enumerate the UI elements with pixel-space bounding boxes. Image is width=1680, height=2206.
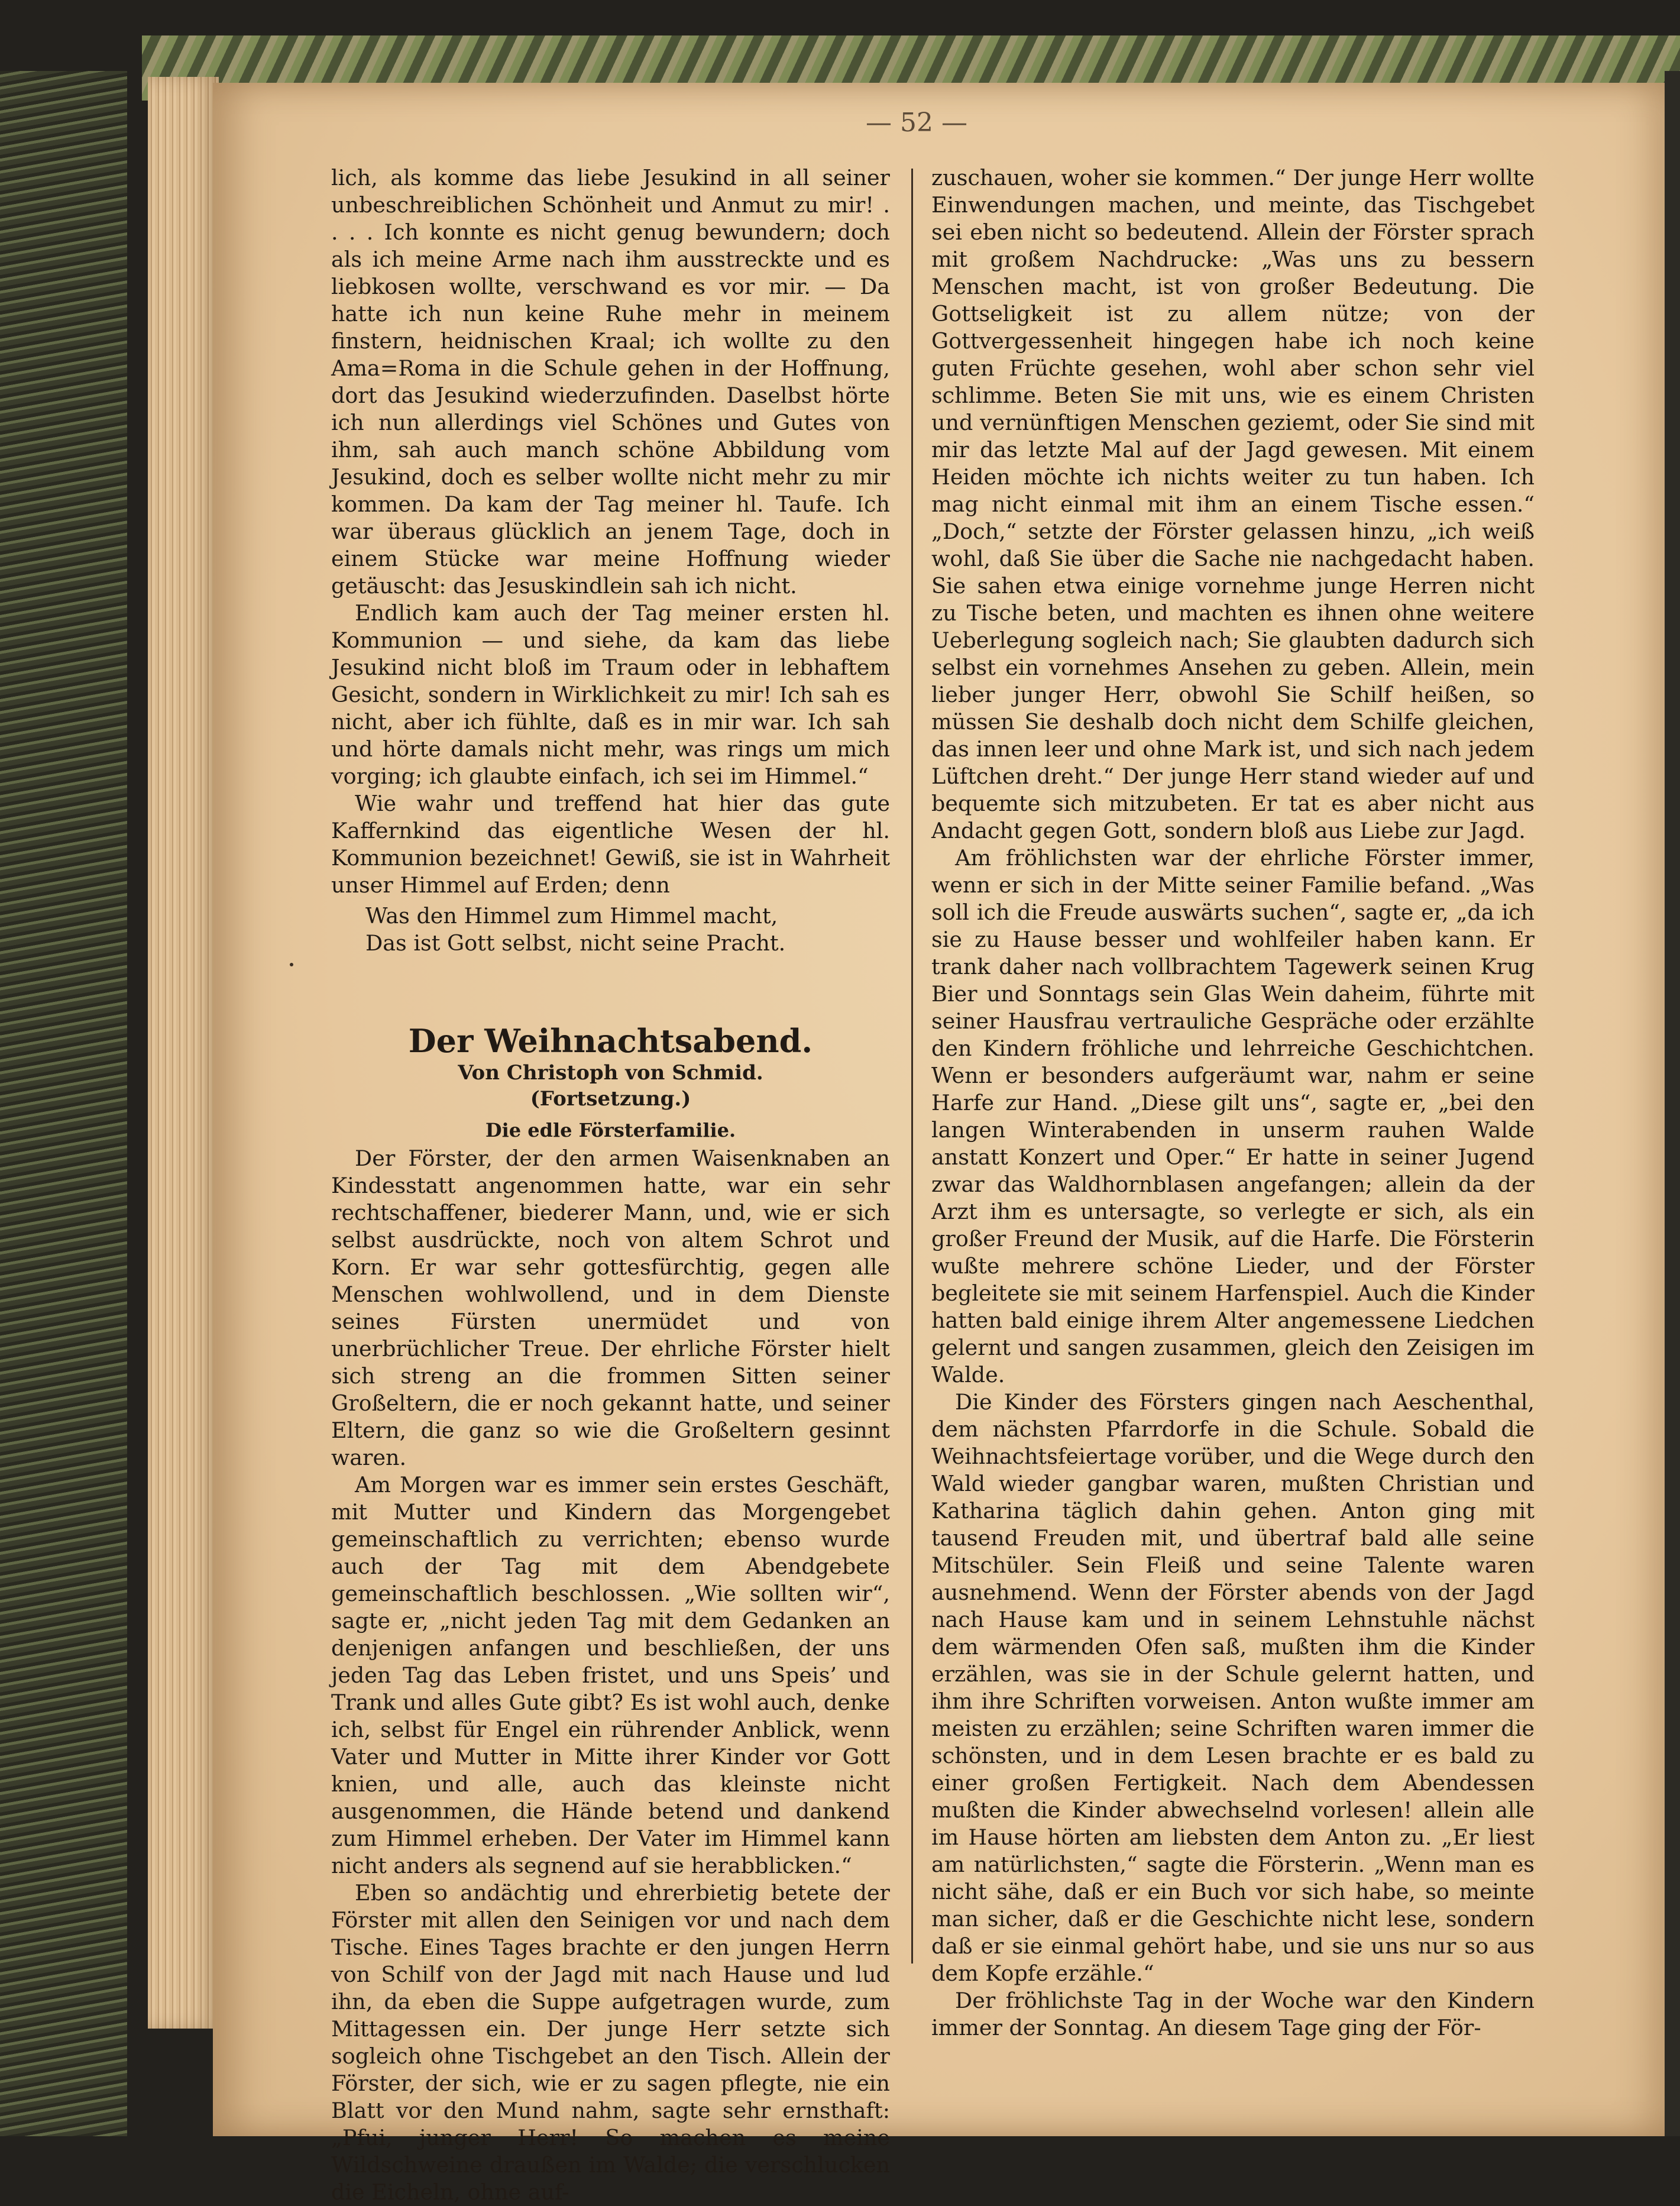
paragraph: lich, als komme das liebe Jesukind in all seiner unbeschreiblichen Schönheit und Anmut zu mir! . . . . Ich konnte es nicht genug bewundern; doch als ich meine Arme nach ihm ausstreckte und es liebkosen wollte, verschwand es vor mir. — Da hatte ich nun keine Ruhe mehr in meinem finstern, heidnischen Kraal; ich wollte zu den Ama=Roma in die Schule gehen in der Hoffnung, dort das Jesukind wiederzufinden. Daselbst hörte ich nun allerdings viel Schönes und Gutes von ihm, sah auch manch schöne Abbildung vom Jesukind, doch es selber wollte nicht mehr zu mir kommen. Da kam der Tag meiner hl. Taufe. Ich war überaus glücklich an jenem Tage, doch in einem Stücke war meine Hoffnung wieder getäuscht: das Jesuskindlein sah ich nicht.	[331, 165, 890, 599]
column-divider	[911, 169, 913, 1964]
paragraph: Der Förster, der den armen Waisenknaben an Kindesstatt angenommen hatte, war ein sehr rechtschaffener, biederer Mann, und, wie er sich selbst ausdrückte, noch von altem Schrot und Korn. Er war sehr gottesfürchtig, gegen alle Menschen wohlwollend, und in dem Dienste seines Fürsten unermüdet und von unerbrüchlicher Treue. Der ehrliche Förster hielt sich streng an die frommen Sitten seiner Großeltern, die er noch gekannt hatte, und seiner Eltern, die ganz so wie die Großeltern gesinnt waren.	[331, 1146, 890, 1470]
binding-edge-right	[1665, 71, 1680, 2136]
ink-dot	[290, 963, 293, 966]
article-continuation-note: (Fortsetzung.)	[530, 1087, 691, 1111]
paragraph: Wie wahr und treffend hat hier das gute Kaffernkind das eigentliche Wesen der hl. Kommunion bezeichnet! Gewiß, sie ist in Wahrheit unser Himmel auf Erden; denn	[331, 791, 890, 898]
verse-line: Das ist Gott selbst, nicht seine Pracht.	[365, 930, 786, 956]
right-column	[931, 164, 1535, 2042]
paragraph: zuschauen, woher sie kommen.“ Der junge Herr wollte Einwendungen machen, und meinte, das Tischgebet sei eben nicht so bedeutend. Allein der Förster sprach mit großem Nachdrucke: „Was uns zu bessern Menschen macht, ist von großer Bedeutung. Die Gottseligkeit ist zu allem nütze; von der Gottvergessenheit hingegen habe ich noch keine guten Früchte gesehen, wohl aber schon sehr viel schlimme. Beten Sie mit uns, wie es einem Christen und vernünftigen Menschen geziemt, oder Sie sind mit mir das letzte Mal auf der Jagd gewesen. Mit einem Heiden möchte ich nichts weiter zu tun haben. Ich mag nicht einmal mit ihm an einem Tische essen.“ „Doch,“ setzte der Förster gelassen hinzu, „ich weiß wohl, daß Sie über die Sache nie nachgedacht haben. Sie sahen etwa einige vornehme junge Herren nicht zu Tische beten, und machten es ihnen ohne weitere Ueberlegung sogleich nach; Sie glaubten dadurch sich selbst ein vornehmes Ansehen zu geben. Allein, mein lieber junger Herr, obwohl Sie Schilf heißen, so müssen Sie deshalb doch nicht dem Schilfe gleichen, das innen leer und ohne Mark ist, und sich nach jedem Lüftchen dreht.“ Der junge Herr stand wieder auf und bequemte sich mitzubeten. Er tat es aber nicht aus Andacht gegen Gott, sondern bloß aus Liebe zur Jagd.	[931, 165, 1535, 843]
article-byline: Von Christoph von Schmid.	[458, 1061, 763, 1085]
paragraph: Am Morgen war es immer sein erstes Geschäft, mit Mutter und Kindern das Morgengebet gemeinschaftlich zu verrichten; ebenso wurde auch der Tag mit dem Abendgebete gemeinschaftlich beschlossen. „Wie sollten wir“, sagte er, „nicht jeden Tag mit dem Gedanken an denjenigen anfangen und beschließen, der uns jeden Tag das Leben fristet, und uns Speis’ und Trank und alles Gute gibt? Es ist wohl auch, denke ich, selbst für Engel ein rührender Anblick, wenn Vater und Mutter in Mitte ihrer Kinder vor Gott knien, und alle, auch das kleinste nicht ausgenommen, die Hände betend und dankend zum Himmel erheben. Der Vater im Himmel kann nicht anders als segnend auf sie herabblicken.“	[331, 1472, 890, 1878]
verse	[365, 903, 890, 957]
article-title: Der Weihnachtsabend.	[408, 1022, 813, 1060]
left-column	[331, 164, 890, 2206]
verse-line: Was den Himmel zum Himmel macht,	[365, 903, 778, 929]
page-number: — 52 —	[866, 108, 967, 138]
page-stack-edges	[148, 77, 219, 2029]
paragraph: Der fröhlichste Tag in der Woche war den Kindern immer der Sonntag. An diesem Tage ging der För-	[931, 1988, 1535, 2040]
paragraph: Endlich kam auch der Tag meiner ersten hl. Kommunion — und siehe, da kam das liebe Jesukind nicht bloß im Traum oder in lebhaftem Gesicht, sondern in Wirklichkeit zu mir! Ich sah es nicht, aber ich fühlte, daß es in mir war. Ich sah und hörte damals nicht mehr, was rings um mich vorging; ich glaubte einfach, ich sei im Himmel.“	[331, 600, 890, 789]
marbled-cover-left	[0, 71, 127, 2136]
paragraph: Eben so andächtig und ehrerbietig betete der Förster mit allen den Seinigen vor und nach dem Tische. Eines Tages brachte er den jungen Herrn von Schilf von der Jagd mit nach Hause und lud ihn, da eben die Suppe aufgetragen wurde, zum Mittagessen ein. Der junge Herr setzte sich sogleich ohne Tischgebet an den Tisch. Allein der Förster, der sich, wie er zu sagen pflegte, nie ein Blatt vor den Mund nahm, sagte sehr ernsthaft: „Pfui, junger Herr! So machen es meine Wildschweine draußen im Walde; die verschlucken die Eicheln, ohne auf-	[331, 1880, 890, 2205]
section-heading: Die edle Försterfamilie.	[485, 1119, 736, 1141]
paragraph: Am fröhlichsten war der ehrliche Förster immer, wenn er sich in der Mitte seiner Familie befand. „Was soll ich die Freude auswärts suchen“, sagte er, „da ich sie zu Hause besser und wohlfeiler haben kann. Er trank daher nach vollbrachtem Tagewerk seinen Krug Bier und Sonntags sein Glas Wein daheim, führte mit seiner Hausfrau vertrauliche Gespräche oder erzählte den Kindern fröhliche und lehrreiche Geschichtchen. Wenn er besonders aufgeräumt war, nahm er seine Harfe zur Hand. „Diese gilt uns“, sagte er, „bei den langen Winterabenden in unserm rauhen Walde anstatt Konzert und Oper.“ Er hatte in seiner Jugend zwar das Waldhornblasen angefangen; allein da der Arzt ihm es untersagte, so verlegte er sich, als ein großer Freund der Musik, auf die Harfe. Die Försterin wußte mehrere schöne Lieder, und der Förster begleitete sie mit seinem Harfenspiel. Auch die Kinder hatten bald einige ihrem Alter angemessene Liedchen gelernt und sangen zusammen, gleich den Zeisigen im Walde.	[931, 845, 1535, 1387]
paragraph: Die Kinder des Försters gingen nach Aeschenthal, dem nächsten Pfarrdorfe in die Schule. Sobald die Weihnachtsfeiertage vorüber, und die Wege durch den Wald wieder gangbar waren, mußten Christian und Katharina täglich dahin gehen. Anton ging mit tausend Freuden mit, und übertraf bald alle seine Mitschüler. Sein Fleiß und seine Talente waren ausnehmend. Wenn der Förster abends von der Jagd nach Hause kam und in seinem Lehnstuhle nächst dem wärmenden Ofen saß, mußten ihm die Kinder erzählen, was sie in der Schule gelernt hatten, und ihm ihre Schriften vorweisen. Anton wußte immer am meisten zu erzählen; seine Schriften waren immer die schönsten, und in dem Lesen brachte er es bald zu einer großen Fertigkeit. Nach dem Abendessen mußten die Kinder abwechselnd vorlesen! allein alle im Hause hörten am liebsten dem Anton zu. „Er liest am natürlichsten,“ sagte die Försterin. „Wenn man es nicht sähe, daß er ein Buch vor sich habe, so meinte man sicher, daß er die Geschichte nicht lese, sondern daß er sie einmal gehört habe, und sie uns nur so aus dem Kopfe erzähle.“	[931, 1389, 1535, 1986]
